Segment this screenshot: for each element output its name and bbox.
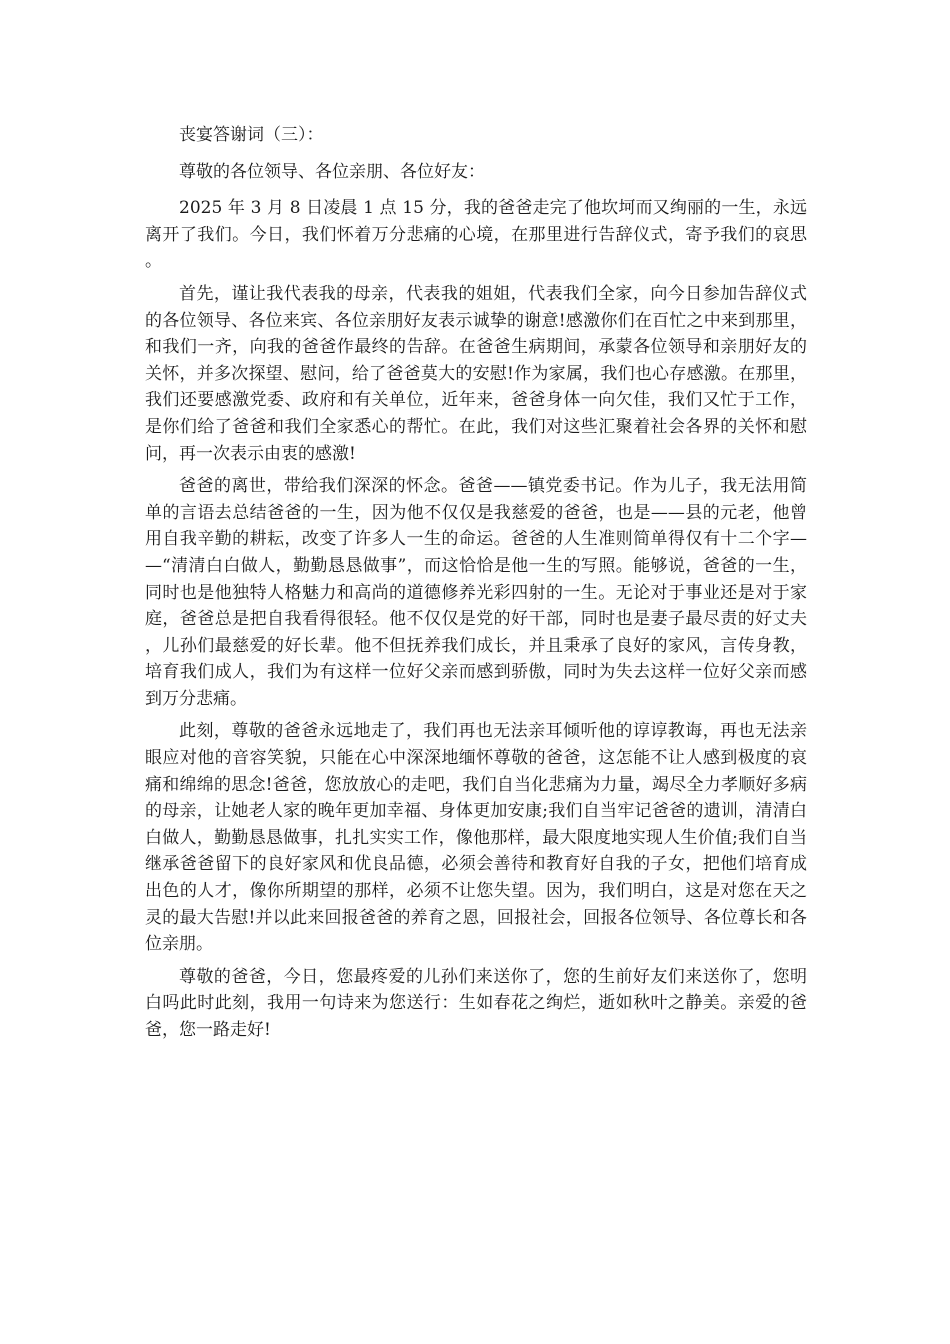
- paragraph-farewell: 尊敬的爸爸，今日，您最疼爱的儿孙们来送你了，您的生前好友们来送你了，您明白吗此时此刻，我用一句诗来为您送行：生如春花之绚烂，逝如秋叶之静美。亲爱的爸爸，您一路走好!: [145, 966, 807, 1040]
- paragraph-resolve: 此刻，尊敬的爸爸永远地走了，我们再也无法亲耳倾听他的谆谆教诲，再也无法亲眼应对他的音容笑貌，只能在心中深深地缅怀尊敬的爸爸，这怎能不让人感到极度的哀痛和绵绵的思念!爸爸，您放放心的走吧，我们自当化悲痛为力量，竭尽全力孝顺好多病的母亲，让她老人家的晚年更加幸福、身体更加安康;我们自当牢记爸爸的遗训，清清白白做人，勤勤恳恳做事，扎扎实实工作，像他那样，最大限度地实现人生价值;我们自当继承爸爸留下的良好家风和优良品德，必须会善待和教育好自我的子女，把他们培育成出色的人才，像你所期望的那样，必须不让您失望。因为，我们明白，这是对您在天之灵的最大告慰!并以此来回报爸爸的养育之恩，回报社会，回报各位领导、各位尊长和各位亲朋。: [145, 721, 807, 955]
- paragraph-date: 2025 年 3 月 8 日凌晨 1 点 15 分，我的爸爸走完了他坎坷而又绚丽的一生，永远离开了我们。今日，我们怀着万分悲痛的心境，在那里进行告辞仪式，寄予我们的哀思。: [145, 198, 807, 272]
- document-title: 丧宴答谢词（三）：: [179, 125, 324, 145]
- paragraph-thanks: 首先，谨让我代表我的母亲，代表我的姐姐，代表我们全家，向今日参加告辞仪式的各位领导、各位来宾、各位亲朋好友表示诚挚的谢意!感激你们在百忙之中来到那里，和我们一齐，向我的爸爸作最终的告辞。在爸爸生病期间，承蒙各位领导和亲朋好友的关怀，并多次探望、慰问，给了爸爸莫大的安慰!作为家属，我们也心存感激。在那里，我们还要感激党委、政府和有关单位，近年来，爸爸身体一向欠佳，我们又忙于工作，是你们给了爸爸和我们全家悉心的帮忙。在此，我们对这些汇聚着社会各界的关怀和慰问，再一次表示由衷的感激!: [145, 283, 807, 464]
- paragraph-remembrance: 爸爸的离世，带给我们深深的怀念。爸爸——镇党委书记。作为儿子，我无法用简单的言语去总结爸爸的一生，因为他不仅仅是我慈爱的爸爸，也是——县的元老，他曾用自我辛勤的耕耘，改变了许多人一生的命运。爸爸的人生准则简单得仅有十二个字——“清清白白做人，勤勤恳恳做事”，而这恰恰是他一生的写照。能够说，爸爸的一生，同时也是他独特人格魅力和高尚的道德修养光彩四射的一生。无论对于事业还是对于家庭，爸爸总是把自我看得很轻。他不仅仅是党的好干部，同时也是妻子最尽责的好丈夫，儿孙们最慈爱的好长辈。他不但抚养我们成长，并且秉承了良好的家风，言传身教，培育我们成人，我们为有这样一位好父亲而感到骄傲，同时为失去这样一位好父亲而感到万分悲痛。: [145, 476, 807, 709]
- salutation: 尊敬的各位领导、各位亲朋、各位好友：: [179, 161, 485, 182]
- document-page: [145, 122, 807, 1050]
